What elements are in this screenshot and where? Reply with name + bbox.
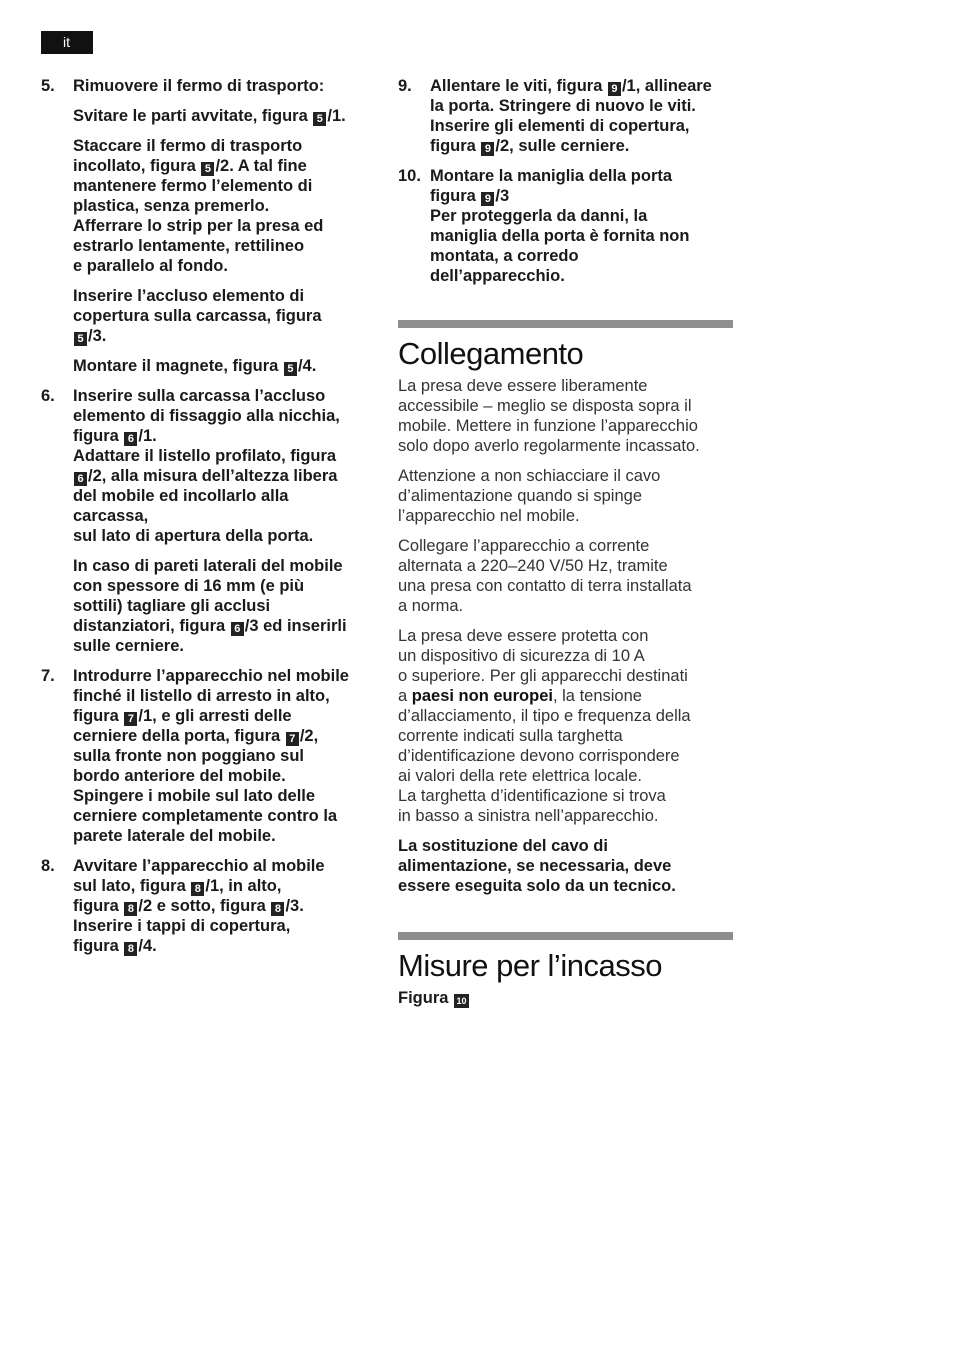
text-line: alternata a 220–240 V/50 Hz, tramite [398,557,668,575]
text-line: essere eseguita solo da un tecnico. [398,877,676,895]
figure-number-badge: 7 [124,712,137,726]
text-line: copertura sulla carcassa, figura [73,307,322,325]
text-line: La presa deve essere protetta con [398,627,649,645]
figure-number-badge: 5 [74,332,87,346]
text-line: sulla fronte non poggiano sul [73,747,304,765]
text-line: d’alimentazione quando si spinge [398,487,643,505]
text-line: una presa con contatto di terra installata [398,577,692,595]
step-number: 7. [41,667,55,685]
section-heading-misure: Misure per l’incasso [398,948,662,983]
step-paragraph [73,286,381,346]
paragraph [398,376,733,456]
left-column [41,76,381,966]
text-line: o superiore. Per gli apparecchi destinati [398,667,688,685]
text-line: del mobile ed incollarlo alla [73,487,289,505]
numbered-step [398,166,733,286]
text-line: e parallelo al fondo. [73,257,228,275]
text-line: carcassa, [73,507,149,525]
text-line: Afferrare lo strip per la presa ed [73,217,324,235]
step-number: 10. [398,167,421,185]
text-line: elemento di fissaggio alla nicchia, [73,407,340,425]
text-line: maniglia della porta è fornita non [430,227,690,245]
step-paragraph [73,856,381,956]
text-line: In caso di pareti laterali del mobile [73,557,343,575]
figure-number-badge: 5 [284,362,297,376]
text-line: distanziatori, figura 6 /3 ed inserirli [73,617,347,635]
text-line: sul lato di apertura della porta. [73,527,314,545]
text-line: figura 8 /2 e sotto, figura 8 /3. [73,897,304,915]
text-line: l’apparecchio nel mobile. [398,507,580,525]
text-line: ai valori della rete elettrica locale. [398,767,642,785]
text-line: Allentare le viti, figura 9 /1, allineare [430,77,712,95]
text-line: sul lato, figura 8 /1, in alto, [73,877,282,895]
text-line: bordo anteriore del mobile. [73,767,286,785]
text-line: mantenere fermo l’elemento di [73,177,313,195]
text-line: incollato, figura 5 /2. A tal fine [73,157,307,175]
figure-number-badge: 8 [124,942,137,956]
text-line: d’allacciamento, il tipo e frequenza della [398,707,691,725]
step-number: 8. [41,857,55,875]
figure-number-badge: 9 [481,192,494,206]
right-column [398,76,733,1008]
text-line: Montare la maniglia della porta [430,167,673,185]
figure-number-badge: 5 [313,112,326,126]
step-number: 5. [41,77,55,95]
text-line: La sostituzione del cavo di [398,837,608,855]
text-line: Inserire i tappi di copertura, [73,917,291,935]
text-line: Staccare il fermo di trasporto [73,137,303,155]
text-line: Introdurre l’apparecchio nel mobile [73,667,349,685]
figure-number-badge: 7 [286,732,299,746]
text-line: Adattare il listello profilato, figura [73,447,337,465]
text-line: sulle cerniere. [73,637,184,655]
assembly-steps-continued [398,76,733,286]
numbered-step [41,386,381,656]
step-paragraph [73,666,381,846]
text-line: cerniere della porta, figura 7 /2, [73,727,319,745]
text-line: parete laterale del mobile. [73,827,276,845]
text-line: montata, a corredo [430,247,579,265]
step-paragraph [73,106,381,126]
text-line: Inserire sulla carcassa l’accluso [73,387,326,405]
figure-number-badge: 9 [608,82,621,96]
text-line: d’identificazione devono corrispondere [398,747,680,765]
text-line: a norma. [398,597,464,615]
text-line: figura 6 /1. [73,427,157,445]
step-paragraph [73,76,381,96]
figure-number-badge: 6 [74,472,87,486]
text-line: La presa deve essere liberamente [398,377,648,395]
section-divider [398,932,733,940]
figure-number-badge: 5 [201,162,214,176]
text-line: la porta. Stringere di nuovo le viti. [430,97,696,115]
text-line: dell’apparecchio. [430,267,565,285]
numbered-step [41,76,381,376]
text-line: Inserire gli elementi di copertura, [430,117,690,135]
text-line: Per proteggerla da danni, la [430,207,648,225]
text-fragment: a [398,687,412,705]
text-line: solo dopo averlo regolarmente incassato. [398,437,700,455]
numbered-step [398,76,733,156]
figure-number-badge: 8 [124,902,137,916]
text-line: figura 9 /3 [430,187,510,205]
text-line: Avvitare l’apparecchio al mobile [73,857,325,875]
figure-number-badge: 8 [191,882,204,896]
step-number: 9. [398,77,412,95]
language-tab: it [41,31,93,54]
text-line: La targhetta d’identificazione si trova [398,787,666,805]
figure-number-badge: 6 [124,432,137,446]
figure-number-badge: 10 [454,994,469,1008]
step-paragraph [73,556,381,656]
text-line: figura 7 /1, e gli arresti delle [73,707,292,725]
figure-number-badge: 9 [481,142,494,156]
text-line: accessibile – meglio se disposta sopra il [398,397,692,415]
numbered-step [41,856,381,956]
step-paragraph [73,356,381,376]
text-line: finché il listello di arresto in alto, [73,687,330,705]
warning-paragraph [398,836,733,896]
step-number: 6. [41,387,55,405]
text-fragment: , la tensione [552,687,642,705]
text-line: sottili) tagliare gli acclusi [73,597,271,615]
section-heading-collegamento: Collegamento [398,336,584,371]
paragraph [398,536,733,616]
text-line: plastica, senza premerlo. [73,197,270,215]
figure-number-badge: 6 [231,622,244,636]
text-line: estrarlo lentamente, rettilineo [73,237,305,255]
text-line: 5 /3. [73,326,381,346]
paragraph [398,626,733,826]
figure-number-badge: 8 [271,902,284,916]
text-line: cerniere completamente contro la [73,807,338,825]
text-line: Svitare le parti avvitate, figura 5 /1. [73,107,346,125]
step-paragraph [430,166,733,286]
emphasis: paesi non europei [411,687,553,705]
text-line: con spessore di 16 mm (e più [73,577,305,595]
figure-reference [398,988,733,1008]
paragraph [398,466,733,526]
text-line: Collegare l’apparecchio a corrente [398,537,650,555]
text-line: 6 /2, alla misura dell’altezza libera [73,466,381,486]
numbered-step [41,666,381,846]
text-line: un dispositivo di sicurezza di 10 A [398,647,645,665]
section-divider [398,320,733,328]
text-line: mobile. Mettere in funzione l’apparecchio [398,417,698,435]
text-line: Attenzione a non schiacciare il cavo [398,467,661,485]
text-line: Inserire l’accluso elemento di [73,287,305,305]
step-paragraph [430,76,733,156]
text-line: corrente indicati sulla targhetta [398,727,623,745]
text-line: Rimuovere il fermo di trasporto: [73,77,325,95]
text-line: alimentazione, se necessaria, deve [398,857,672,875]
text-line: in basso a sinistra nell’apparecchio. [398,807,659,825]
text-line: Montare il magnete, figura 5 /4. [73,357,317,375]
text-line: Spingere i mobile sul lato delle [73,787,316,805]
text-line: figura 9 /2, sulle cerniere. [430,137,630,155]
step-paragraph [73,136,381,276]
step-paragraph [73,386,381,546]
figure-label: Figura [398,989,449,1007]
text-line: figura 8 /4. [73,937,157,955]
